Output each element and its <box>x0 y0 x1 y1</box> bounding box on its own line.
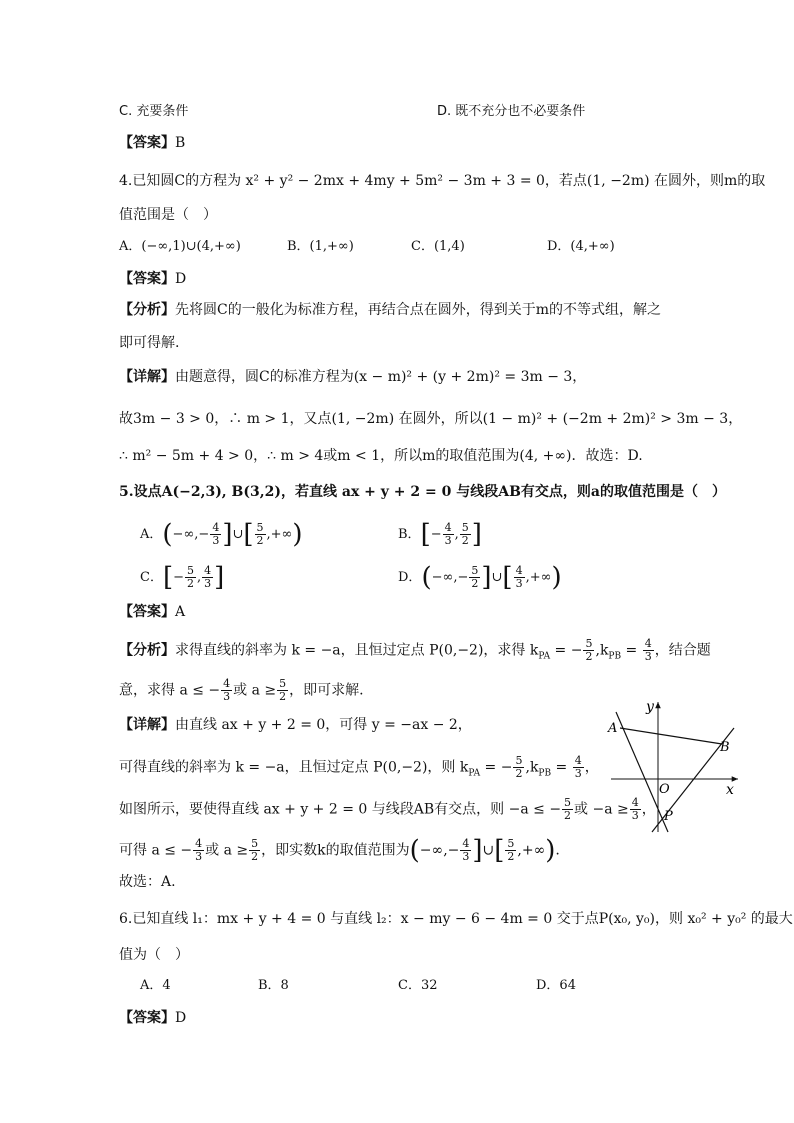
cup: ∪ <box>232 527 244 542</box>
q6-option-d: D．64 <box>536 978 576 993</box>
den: 2 <box>471 577 479 590</box>
q5-option-a: A．(−∞,− $\frac{4}{3}$ ]∪[ $\frac{5}{2}$ ,+∞) <box>140 519 303 550</box>
q5-option-d: D．(−∞,− $\frac{5}{2}$ ]∪[ $\frac{4}{3}$ ,+∞) <box>398 562 562 593</box>
q5-detail-line2: 可得直线的斜率为 k = −a，且恒过定点 P(0,−2)，则 $k_{PA}$ = − $\frac{5}{2}$ $,k_{PB}$ = $\frac{4}{3}$ ， <box>119 754 599 780</box>
num: 5 <box>515 754 523 767</box>
answer-value: D <box>175 1010 187 1026</box>
fraction <box>469 565 480 590</box>
q4-analysis-line2: 即可得解. <box>119 335 180 351</box>
detail-tag: 【详解】 <box>119 717 175 733</box>
den: 3 <box>644 650 652 663</box>
fraction <box>255 522 266 547</box>
num: 4 <box>631 796 639 809</box>
answer-value: B <box>175 135 186 151</box>
fraction <box>210 522 221 547</box>
detail-text: . <box>555 842 560 859</box>
num: 5 <box>461 521 469 534</box>
eq: = − <box>550 642 583 659</box>
den: 2 <box>507 850 515 863</box>
num: 4 <box>444 521 452 534</box>
label-b: B <box>720 740 730 755</box>
q4-option-d: D．(4,+∞) <box>547 239 615 254</box>
comma: , <box>525 759 530 776</box>
fraction <box>562 797 573 822</box>
q4-stem-line1: 4.已知圆C的方程为 x² + y² − 2mx + 4my + 5m² − 3m + 3 = 0，若点(1, −2m) 在圆外，则m的取 <box>119 173 766 189</box>
num: 4 <box>212 521 220 534</box>
fraction <box>202 565 213 590</box>
fraction <box>249 838 260 863</box>
num: 4 <box>574 754 582 767</box>
answer-tag: 【答案】 <box>119 604 175 620</box>
detail-text: 或 −a ≥ <box>574 801 629 818</box>
q5-choose: 故选：A. <box>119 874 176 890</box>
fraction <box>514 565 525 590</box>
den: 2 <box>585 650 593 663</box>
option-label: B． <box>398 527 421 542</box>
num: 4 <box>223 677 231 690</box>
q6-answer <box>119 1008 186 1028</box>
line-pa <box>616 712 668 832</box>
num: 4 <box>195 837 203 850</box>
fraction <box>505 838 516 863</box>
den: 2 <box>279 690 287 703</box>
minus: − <box>173 570 185 585</box>
eq: = <box>621 642 642 659</box>
num: 5 <box>507 837 515 850</box>
num: 5 <box>251 837 259 850</box>
fraction <box>193 838 204 863</box>
label-o: O <box>659 782 670 797</box>
analysis-text: 求得直线的斜率为 k = −a，且恒过定点 P(0,−2)，求得 k <box>175 642 539 659</box>
num: 5 <box>187 564 195 577</box>
num: 5 <box>585 637 593 650</box>
q5-detail-line1 <box>119 715 472 735</box>
den: 3 <box>204 577 212 590</box>
fraction <box>573 755 584 780</box>
cup: ∪ <box>482 842 495 859</box>
detail-text: 可得 a ≤ − <box>119 842 193 859</box>
q3-option-c: C. 充要条件 <box>119 104 189 119</box>
fraction <box>443 522 454 547</box>
detail-text: 可得直线的斜率为 k = −a，且恒过定点 P(0,−2)，则 k <box>119 759 469 776</box>
analysis-text: 先将圆C的一般化为标准方程，再结合点在圆外，得到关于m的不等式组，解之 <box>175 302 661 318</box>
minus: − <box>430 527 442 542</box>
label-a: A <box>608 721 618 736</box>
minus: − <box>447 842 460 859</box>
label-y: y <box>646 699 654 715</box>
option-label: A． <box>140 527 163 542</box>
comma: ， <box>641 801 656 818</box>
q5-option-c: C．[− $\frac{5}{2}$ , $\frac{4}{3}$ ] <box>140 562 225 593</box>
num: 5 <box>564 796 572 809</box>
comma: , <box>454 527 459 542</box>
neg-inf: −∞, <box>172 527 199 542</box>
neg-inf: −∞, <box>431 570 458 585</box>
label-p: P <box>664 809 673 824</box>
den: 3 <box>212 534 220 547</box>
fraction <box>460 522 471 547</box>
segment-ab <box>620 728 722 744</box>
q6-stem-line2: 值为（ ） <box>119 947 189 963</box>
pos-inf: ,+∞ <box>525 570 552 585</box>
q6-option-c: C．32 <box>398 978 438 993</box>
q6-option-a: A．4 <box>140 978 171 993</box>
minus: − <box>457 570 469 585</box>
den: 2 <box>564 809 572 822</box>
analysis-tag: 【分析】 <box>119 302 175 318</box>
q4-answer <box>119 269 186 289</box>
eq: = <box>551 759 572 776</box>
den: 2 <box>187 577 195 590</box>
analysis-text: ，结合题 <box>654 642 711 659</box>
fraction <box>643 638 654 663</box>
q3-option-d: D. 既不充分也不必要条件 <box>437 104 586 119</box>
den: 2 <box>251 850 259 863</box>
comma: ， <box>584 759 599 776</box>
label-x: x <box>726 782 734 798</box>
q5-option-b: B．[− $\frac{4}{3}$ , $\frac{5}{2}$ ] <box>398 519 482 550</box>
answer-tag: 【答案】 <box>119 271 175 287</box>
q6-stem-line1: 6.已知直线 l₁：mx + y + 4 = 0 与直线 l₂：x − my − 6 − 4m = 0 交于点P(x₀, y₀)，则 x₀² + y₀² 的最大 <box>119 911 793 927</box>
analysis-text: 或 a ≥ <box>233 682 277 699</box>
detail-text: 由直线 ax + y + 2 = 0，可得 y = −ax − 2， <box>175 717 472 733</box>
fraction <box>513 755 524 780</box>
neg-inf: −∞, <box>419 842 448 859</box>
answer-value: A <box>175 604 186 620</box>
q3-answer <box>119 133 185 153</box>
q5-analysis-line2 <box>119 678 364 703</box>
subscript: PA <box>538 651 551 662</box>
den: 3 <box>195 850 203 863</box>
analysis-text: 意，求得 a ≤ − <box>119 682 221 699</box>
analysis-tag: 【分析】 <box>119 642 175 659</box>
comma: , <box>595 642 600 659</box>
detail-text: 如图所示，要使得直线 ax + y + 2 = 0 与线段AB有交点，则 −a ≤ − <box>119 801 562 818</box>
q4-detail-line2: 故3m − 3 > 0，∴ m > 1，又点(1, −2m) 在圆外，所以(1 − m)² + (−2m + 2m)² > 3m − 3， <box>119 411 743 427</box>
q5-detail-line3 <box>119 797 656 822</box>
subscript: PA <box>468 768 481 779</box>
comma: , <box>197 570 202 585</box>
den: 2 <box>515 767 523 780</box>
fraction <box>221 678 232 703</box>
analysis-text: ，即可求解. <box>289 682 364 699</box>
option-label: D． <box>398 570 422 585</box>
detail-tag: 【详解】 <box>119 369 175 385</box>
q4-option-b: B．(1,+∞) <box>287 239 354 254</box>
den: 3 <box>223 690 231 703</box>
num: 4 <box>644 637 652 650</box>
geometry-figure <box>606 694 746 834</box>
q5-answer <box>119 602 185 622</box>
detail-text: 或 a ≥ <box>205 842 249 859</box>
detail-text: 由题意得，圆C的标准方程为(x − m)² + (y + 2m)² = 3m − 3， <box>175 369 587 385</box>
num: 4 <box>204 564 212 577</box>
answer-value: D <box>175 271 187 287</box>
fraction <box>185 565 196 590</box>
minus: − <box>198 527 210 542</box>
den: 3 <box>631 809 639 822</box>
subscript: PB <box>608 651 622 662</box>
q6-option-b: B．8 <box>258 978 289 993</box>
pos-inf: ,+∞ <box>517 842 546 859</box>
den: 2 <box>256 534 264 547</box>
q4-detail-line3: ∴ m² − 5m + 4 > 0，∴ m > 4或m < 1，所以m的取值范围为(4, +∞)．故选：D. <box>119 448 643 464</box>
detail-text: ，即实数k的取值范围为 <box>261 842 410 859</box>
num: 5 <box>256 521 264 534</box>
q5-detail-line4: 可得 a ≤ − $\frac{4}{3}$ 或 a ≥ $\frac{5}{2}$ ，即实数k的取值范围为(−∞,− $\frac{4}{3}$ ]∪[ $\frac{5}{2}$ ,+∞). <box>119 835 560 866</box>
num: 5 <box>471 564 479 577</box>
answer-tag: 【答案】 <box>119 1010 175 1026</box>
fraction <box>277 678 288 703</box>
subscript: PB <box>538 768 552 779</box>
num: 4 <box>515 564 523 577</box>
num: 5 <box>279 677 287 690</box>
q4-detail-line1 <box>119 367 586 387</box>
pos-inf: ,+∞ <box>266 527 293 542</box>
eq: = − <box>480 759 513 776</box>
den: 3 <box>574 767 582 780</box>
cup: ∪ <box>491 570 503 585</box>
num: 4 <box>462 837 470 850</box>
den: 3 <box>462 850 470 863</box>
den: 2 <box>461 534 469 547</box>
q4-option-c: C．(1,4) <box>411 239 465 254</box>
fraction <box>583 638 594 663</box>
q4-analysis-line1 <box>119 300 661 320</box>
q4-stem-line2: 值范围是（ ） <box>119 207 217 223</box>
fraction <box>460 838 471 863</box>
den: 3 <box>444 534 452 547</box>
q5-stem: 5.设点A(−2,3), B(3,2)，若直线 ax + y + 2 = 0 与线段AB有交点，则a的取值范围是（ ） <box>119 484 726 500</box>
option-label: C． <box>140 570 163 585</box>
q4-option-a: A．(−∞,1)∪(4,+∞) <box>119 239 241 254</box>
q5-analysis-line1: 【分析】求得直线的斜率为 k = −a，且恒过定点 P(0,−2)，求得 $k_{PA}$ = − $\frac{5}{2}$ $,k_{PB}$ = $\frac{4}{3}$ ，结合题 <box>119 637 711 663</box>
den: 3 <box>515 577 523 590</box>
answer-tag: 【答案】 <box>119 135 175 151</box>
